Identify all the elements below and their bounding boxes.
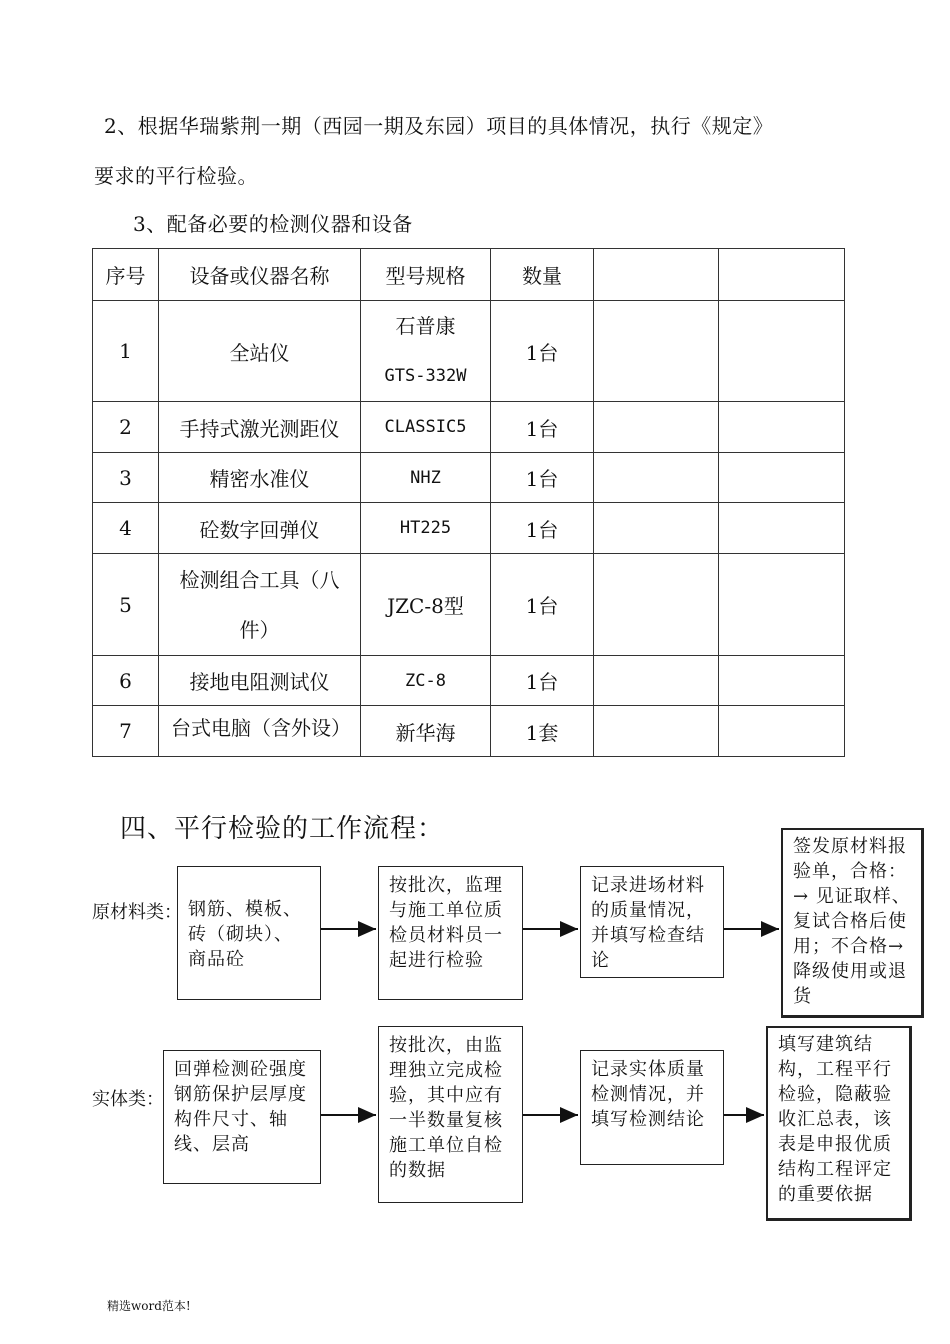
name-line: 件） — [239, 617, 280, 642]
equipment-name: 精密水准仪 — [159, 453, 361, 503]
paragraph-3: 3、配备必要的检测仪器和设备 — [133, 212, 413, 236]
equipment-model: ZC-8 — [361, 656, 491, 706]
equipment-model: 新华海 — [361, 706, 491, 757]
row-number: 7 — [93, 706, 159, 757]
equipment-model: JZC-8型 — [361, 554, 491, 656]
row-number: 6 — [93, 656, 159, 706]
header-cell: 数量 — [491, 249, 594, 301]
model-line: 石普康 — [395, 314, 456, 338]
equipment-quantity: 1台 — [491, 656, 594, 706]
equipment-quantity: 1台 — [491, 301, 594, 402]
header-cell: 型号规格 — [361, 249, 491, 301]
flow-box-materials-record: 记录进场材料的质量情况，并填写检查结论 — [580, 866, 724, 978]
flow-box-entity-result: 填写建筑结构，工程平行检验，隐蔽验收汇总表，该表是申报优质结构工程评定的重要依据 — [766, 1026, 912, 1221]
row-number: 2 — [93, 402, 159, 453]
section-title: 四、平行检验的工作流程： — [120, 814, 445, 844]
row-number: 3 — [93, 453, 159, 503]
flow-box-entity-record: 记录实体质量检测情况，并填写检测结论 — [580, 1050, 724, 1165]
row-number: 4 — [93, 503, 159, 554]
footer-note: 精选word范本! — [107, 1299, 191, 1313]
header-cell: 序号 — [93, 249, 159, 301]
flow-box-entity-items: 回弹检测砼强度钢筋保护层厚度构件尺寸、轴线、层高 — [163, 1050, 321, 1184]
model-line: GTS-332W — [384, 366, 467, 386]
equipment-quantity: 1台 — [491, 503, 594, 554]
row-number: 5 — [93, 554, 159, 656]
equipment-model: CLASSIC5 — [361, 402, 491, 453]
equipment-quantity: 1台 — [491, 453, 594, 503]
equipment-model: NHZ — [361, 453, 491, 503]
flow-row-label-entity: 实体类： — [92, 1089, 164, 1110]
flow-box-materials-inspection: 按批次，监理与施工单位质检员材料员一起进行检验 — [378, 866, 523, 1000]
equipment-name: 接地电阻测试仪 — [159, 656, 361, 706]
equipment-name-text: 台式电脑（含外设） — [171, 716, 351, 740]
flow-box-materials-result: 签发原材料报验单，合格：→ 见证取样、复试合格后使用；不合格→降级使用或退货 — [781, 828, 924, 1018]
flow-box-entity-inspection: 按批次，由监理独立完成检验，其中应有一半数量复核施工单位自检的数据 — [378, 1026, 523, 1203]
equipment-model: HT225 — [361, 503, 491, 554]
equipment-quantity: 1台 — [491, 402, 594, 453]
flow-row-label-materials: 原材料类： — [92, 902, 182, 923]
name-line: 检测组合工具（八 — [179, 567, 340, 592]
paragraph-2-line1: 2、根据华瑞紫荆一期（西园一期及东园）项目的具体情况，执行《规定》 — [104, 114, 774, 138]
equipment-name: 砼数字回弹仪 — [159, 503, 361, 554]
equipment-name: 全站仪 — [159, 301, 361, 402]
row-number: 1 — [93, 301, 159, 402]
header-cell: 设备或仪器名称 — [159, 249, 361, 301]
flow-box-materials-items: 钢筋、模板、砖（砌块）、商品砼 — [177, 866, 321, 1000]
equipment-quantity: 1套 — [491, 706, 594, 757]
equipment-name: 手持式激光测距仪 — [159, 402, 361, 453]
paragraph-2-line2: 要求的平行检验。 — [94, 164, 258, 188]
equipment-quantity: 1台 — [491, 554, 594, 656]
